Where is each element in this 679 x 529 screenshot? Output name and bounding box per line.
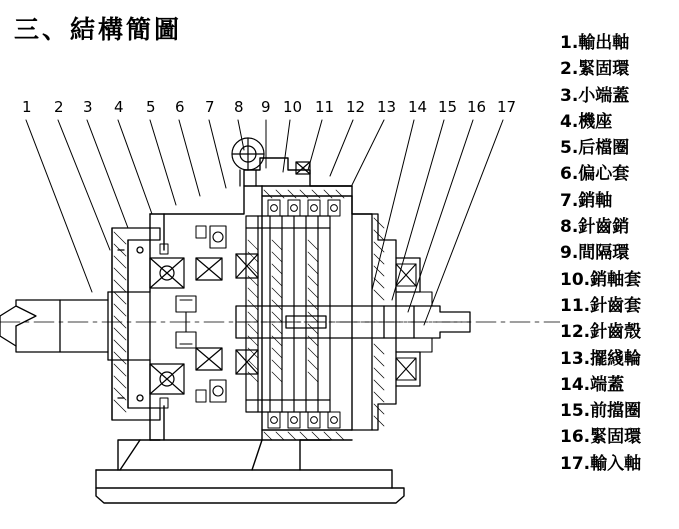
legend-item-7: 7.銷軸 [560, 190, 613, 211]
page-title: 三、結構簡圖 [14, 15, 183, 44]
legend-item-9: 9.間隔環 [560, 243, 630, 264]
housing-base [96, 440, 404, 503]
legend-item-13: 13.擺綫輪 [560, 348, 642, 369]
legend-item-2: 2.緊固環 [560, 59, 630, 80]
legend-item-16: 16.緊固環 [560, 427, 642, 448]
callout-8: 8 [234, 98, 244, 116]
callout-10: 10 [283, 98, 303, 116]
callout-15: 15 [438, 98, 458, 116]
callout-13: 13 [377, 98, 397, 116]
callout-5: 5 [146, 98, 156, 116]
legend-item-4: 4.機座 [560, 111, 613, 132]
callout-17: 17 [497, 98, 517, 116]
callout-4: 4 [114, 98, 124, 116]
legend-item-3: 3.小端蓋 [560, 85, 630, 106]
eccentric-sleeve [196, 254, 258, 374]
legend-item-6: 6.偏心套 [560, 164, 630, 185]
legend-item-15: 15.前擋圈 [560, 401, 642, 422]
callout-7: 7 [205, 98, 215, 116]
legend-item-1: 1.輸出軸 [560, 33, 630, 53]
callout-9: 9 [261, 98, 271, 116]
legend-item-11: 11.針齒套 [560, 295, 642, 316]
parts-legend [560, 30, 675, 477]
callout-1: 1 [22, 98, 32, 116]
cycloidal-discs [246, 216, 330, 412]
legend-item-14: 14.端蓋 [560, 374, 625, 395]
callout-2: 2 [54, 98, 64, 116]
fasteners [160, 226, 206, 408]
callout-number-row [0, 0, 540, 130]
legend-item-5: 5.后檔圈 [560, 138, 630, 159]
legend-item-12: 12.針齒殼 [560, 322, 642, 343]
legend-item-8: 8.針齒銷 [560, 217, 630, 238]
callout-11: 11 [315, 98, 335, 116]
callout-14: 14 [408, 98, 428, 116]
legend-item-10: 10.銷軸套 [560, 269, 642, 290]
needle-pins-upper [268, 200, 340, 216]
callout-16: 16 [467, 98, 487, 116]
callout-12: 12 [346, 98, 366, 116]
callout-3: 3 [83, 98, 93, 116]
needle-pins-lower [268, 412, 340, 428]
callout-6: 6 [175, 98, 185, 116]
left-bearing [150, 258, 184, 394]
legend-item-17: 17.輸入軸 [560, 453, 642, 474]
